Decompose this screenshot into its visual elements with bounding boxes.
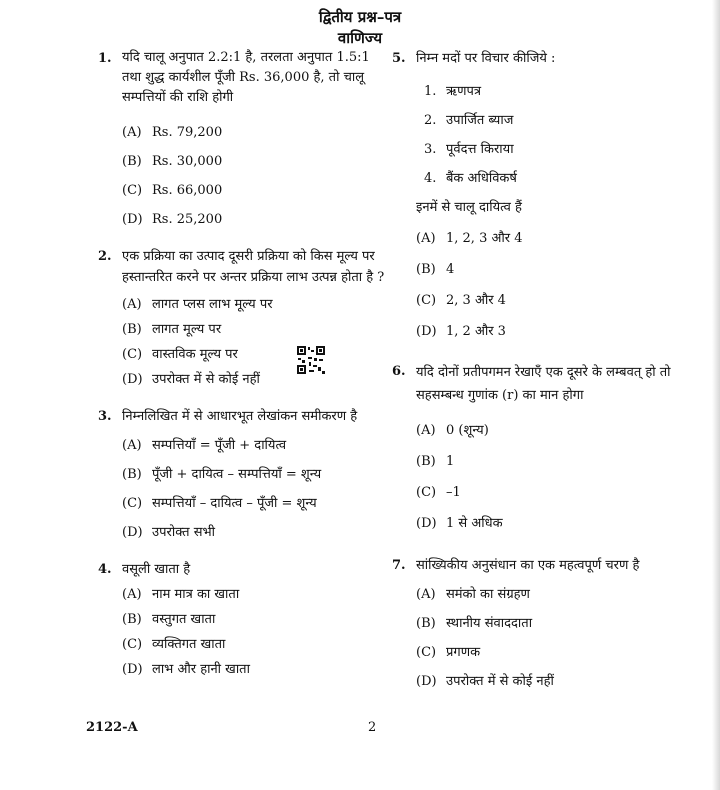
right-column xyxy=(392,48,697,696)
option-c: (C) सम्पत्तियाँ – दायित्व – पूँजी = शून्य xyxy=(122,496,317,511)
question-text: सांख्यिकीय अनुसंधान का एक महत्वपूर्ण चरण है xyxy=(416,558,640,573)
question-number: 5. xyxy=(392,51,406,66)
option-b: (B) वस्तुगत खाता xyxy=(122,612,216,627)
question-1 xyxy=(98,48,388,234)
question-number: 3. xyxy=(98,409,112,424)
question-number: 4. xyxy=(98,562,112,577)
question-number: 1. xyxy=(98,51,112,66)
option-a: (A) सम्पत्तियाँ = पूँजी + दायित्व xyxy=(122,438,287,453)
option-a: (A) 0 (शून्य) xyxy=(416,423,489,438)
page-edge-shadow xyxy=(712,0,720,790)
question-text: एक प्रक्रिया का उत्पाद दूसरी प्रक्रिया को किस मूल्य पर हस्तान्तरित करने पर अन्तर प्रक्रिया लाभ उत्पन्न होता है ? xyxy=(122,249,385,285)
option-b: (B) 4 xyxy=(416,262,455,277)
option-c: (C) –1 xyxy=(416,485,461,500)
option-d: (D) Rs. 25,200 xyxy=(122,212,223,227)
option-b: (B) स्थानीय संवाददाता xyxy=(416,616,533,631)
option-d: (D) उपरोक्त में से कोई नहीं xyxy=(416,674,554,689)
question-2 xyxy=(98,246,388,392)
paper-title: द्वितीय प्रश्न–पत्र xyxy=(318,8,402,26)
question-number: 6. xyxy=(392,364,406,379)
question-text: यदि चालू अनुपात 2.2:1 है, तरलता अनुपात 1.5:1 तथा शुद्ध कार्यशील पूँजी Rs. 36,000 है, तो चालू सम्पत्तियों की राशि होगी xyxy=(122,50,370,105)
list-item: 1. ऋणपत्र xyxy=(424,84,482,99)
list-item: 3. पूर्वदत्त किराया xyxy=(424,142,514,157)
qr-code-icon xyxy=(296,345,326,375)
option-c: (C) Rs. 66,000 xyxy=(122,183,223,198)
left-column xyxy=(98,48,388,682)
option-a: (A) लागत प्लस लाभ मूल्य पर xyxy=(122,297,273,312)
option-d: (D) लाभ और हानी खाता xyxy=(122,662,250,677)
question-3 xyxy=(98,406,388,547)
subject-title: वाणिज्य xyxy=(337,29,383,47)
question-text: निम्नलिखित में से आधारभूत लेखांकन समीकरण है xyxy=(122,409,358,424)
option-d: (D) उपरोक्त में से कोई नहीं xyxy=(122,372,260,387)
paper-code: 2122-A xyxy=(86,720,138,735)
option-c: (C) 2, 3 और 4 xyxy=(416,293,506,308)
question-4 xyxy=(98,559,388,682)
question-5 xyxy=(392,48,697,347)
question-7 xyxy=(392,555,697,696)
list-item: 4. बैंक अधिविकर्ष xyxy=(424,171,517,186)
option-b: (B) Rs. 30,000 xyxy=(122,154,223,169)
option-b: (B) पूँजी + दायित्व – सम्पत्तियाँ = शून्य xyxy=(122,467,322,482)
list-item: 2. उपार्जित ब्याज xyxy=(424,113,514,128)
option-d: (D) 1, 2 और 3 xyxy=(416,324,506,339)
question-text: निम्न मदों पर विचार कीजिये : xyxy=(416,51,556,66)
question-number: 2. xyxy=(98,249,112,264)
option-a: (A) Rs. 79,200 xyxy=(122,125,223,140)
option-a: (A) समंको का संग्रहण xyxy=(416,587,530,602)
option-c: (C) व्यक्तिगत खाता xyxy=(122,637,226,652)
option-c: (C) वास्तविक मूल्य पर xyxy=(122,347,238,362)
question-6 xyxy=(392,361,697,539)
question-text: यदि दोनों प्रतीपगमन रेखाएँ एक दूसरे के लम्बवत् हो तो सहसम्बन्ध गुणांक (r) का मान होगा xyxy=(416,365,671,403)
page-header xyxy=(0,6,720,48)
option-d: (D) उपरोक्त सभी xyxy=(122,525,215,540)
question-number: 7. xyxy=(392,558,406,573)
option-a: (A) 1, 2, 3 और 4 xyxy=(416,231,523,246)
question-stem: इनमें से चालू दायित्व हैं xyxy=(416,200,522,215)
option-b: (B) 1 xyxy=(416,454,455,469)
question-text: वसूली खाता है xyxy=(122,562,191,577)
option-b: (B) लागत मूल्य पर xyxy=(122,322,222,337)
option-d: (D) 1 से अधिक xyxy=(416,516,503,531)
page-number: 2 xyxy=(368,720,377,735)
option-c: (C) प्रगणक xyxy=(416,645,481,660)
option-a: (A) नाम मात्र का खाता xyxy=(122,587,240,602)
